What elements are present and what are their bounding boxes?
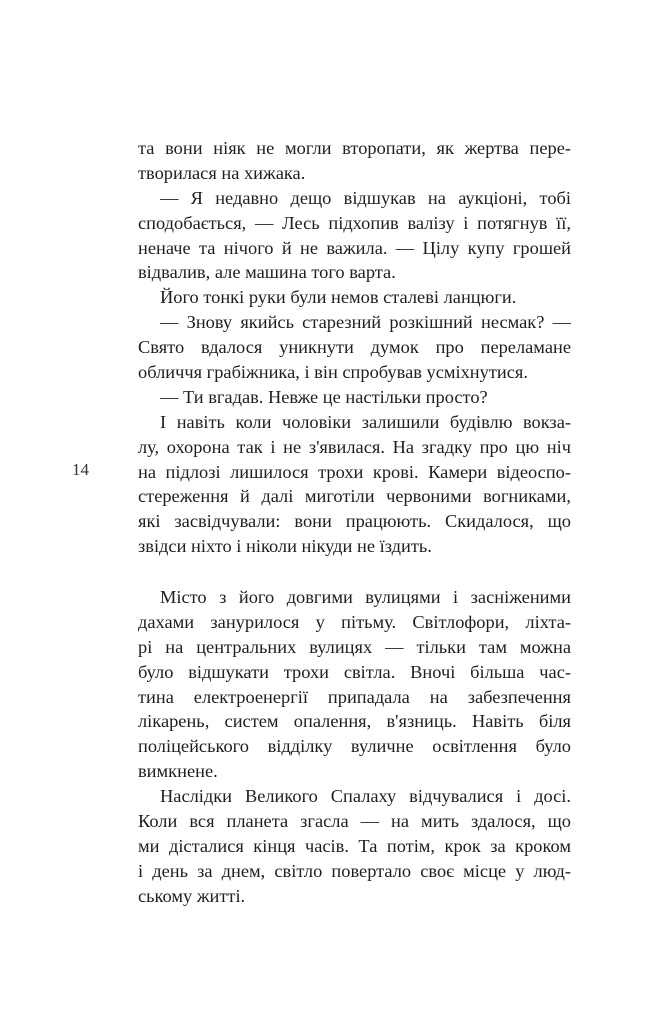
text-line: Його тонкі руки були немов сталеві ланцюги. [160,287,517,308]
text-line: відвалив, але машина того варта. [138,262,396,283]
text-line: звідси ніхто і ніколи нікуди не їздить. [138,536,432,557]
text-line: лу, охорона так і не з'явилася. На згадку про цю ніч [138,436,571,457]
text-line: стереження й далі миготіли червоними вогниками, [138,486,571,507]
text-line: творилася на хижака. [138,162,306,183]
text-line: І навіть коли чоловіки залишили будівлю вокза- [160,411,571,432]
text-line: ми дісталися кінця часів. Та потім, крок за кроком [138,835,571,856]
text-line: вимкнене. [138,761,218,782]
text-line: — Ти вгадав. Невже це настільки просто? [160,386,488,407]
text-block-1 [138,136,571,559]
text-line: дахами занурилося у пітьму. Світлофори, ліхта- [138,611,571,632]
text-line: Коли вся планета згасла — на мить здалося, що [138,811,571,832]
text-line: обличчя грабіжника, і він спробував усміхнутися. [138,362,528,383]
text-line: було відшукати трохи світла. Вночі більша час- [138,661,571,682]
text-line: які засвідчували: вони працюють. Скидалося, що [138,511,571,532]
text-line: — Я недавно дещо відшукав на аукціоні, тобі [160,187,571,208]
text-line: сподобається, — Лесь підхопив валізу і потягнув її, [138,212,571,233]
text-line: поліцейського відділку вуличне освітлення було [138,736,571,757]
text-line: на підлозі лишилося трохи крові. Камери відеоспо- [138,461,571,482]
text-line: Місто з його довгими вулицями і засніженими [160,587,571,607]
text-line: і день за днем, світло повертало своє місце у люд- [138,860,571,881]
page-number: 14 [72,460,89,479]
text-line: лікарень, систем опалення, в'язниць. Навіть біля [138,711,571,732]
text-line: ському житті. [138,885,246,906]
text-line: неначе та нічого й не важила. — Цілу купу грошей [138,237,571,258]
text-line: та вони ніяк не могли второпати, як жертва пере- [138,138,571,158]
text-line: рі на центральних вулицях — тільки там можна [138,636,571,657]
text-block-2 [138,585,571,909]
text-line: Наслідки Великого Спалаху відчувалися і досі. [160,786,571,807]
text-line: — Знову якийсь старезний розкішний несмак? — [160,312,571,333]
text-line: тина електроенергії припадала на забезпечення [138,686,571,707]
text-line: Свято вдалося уникнути думок про переламане [138,337,571,358]
